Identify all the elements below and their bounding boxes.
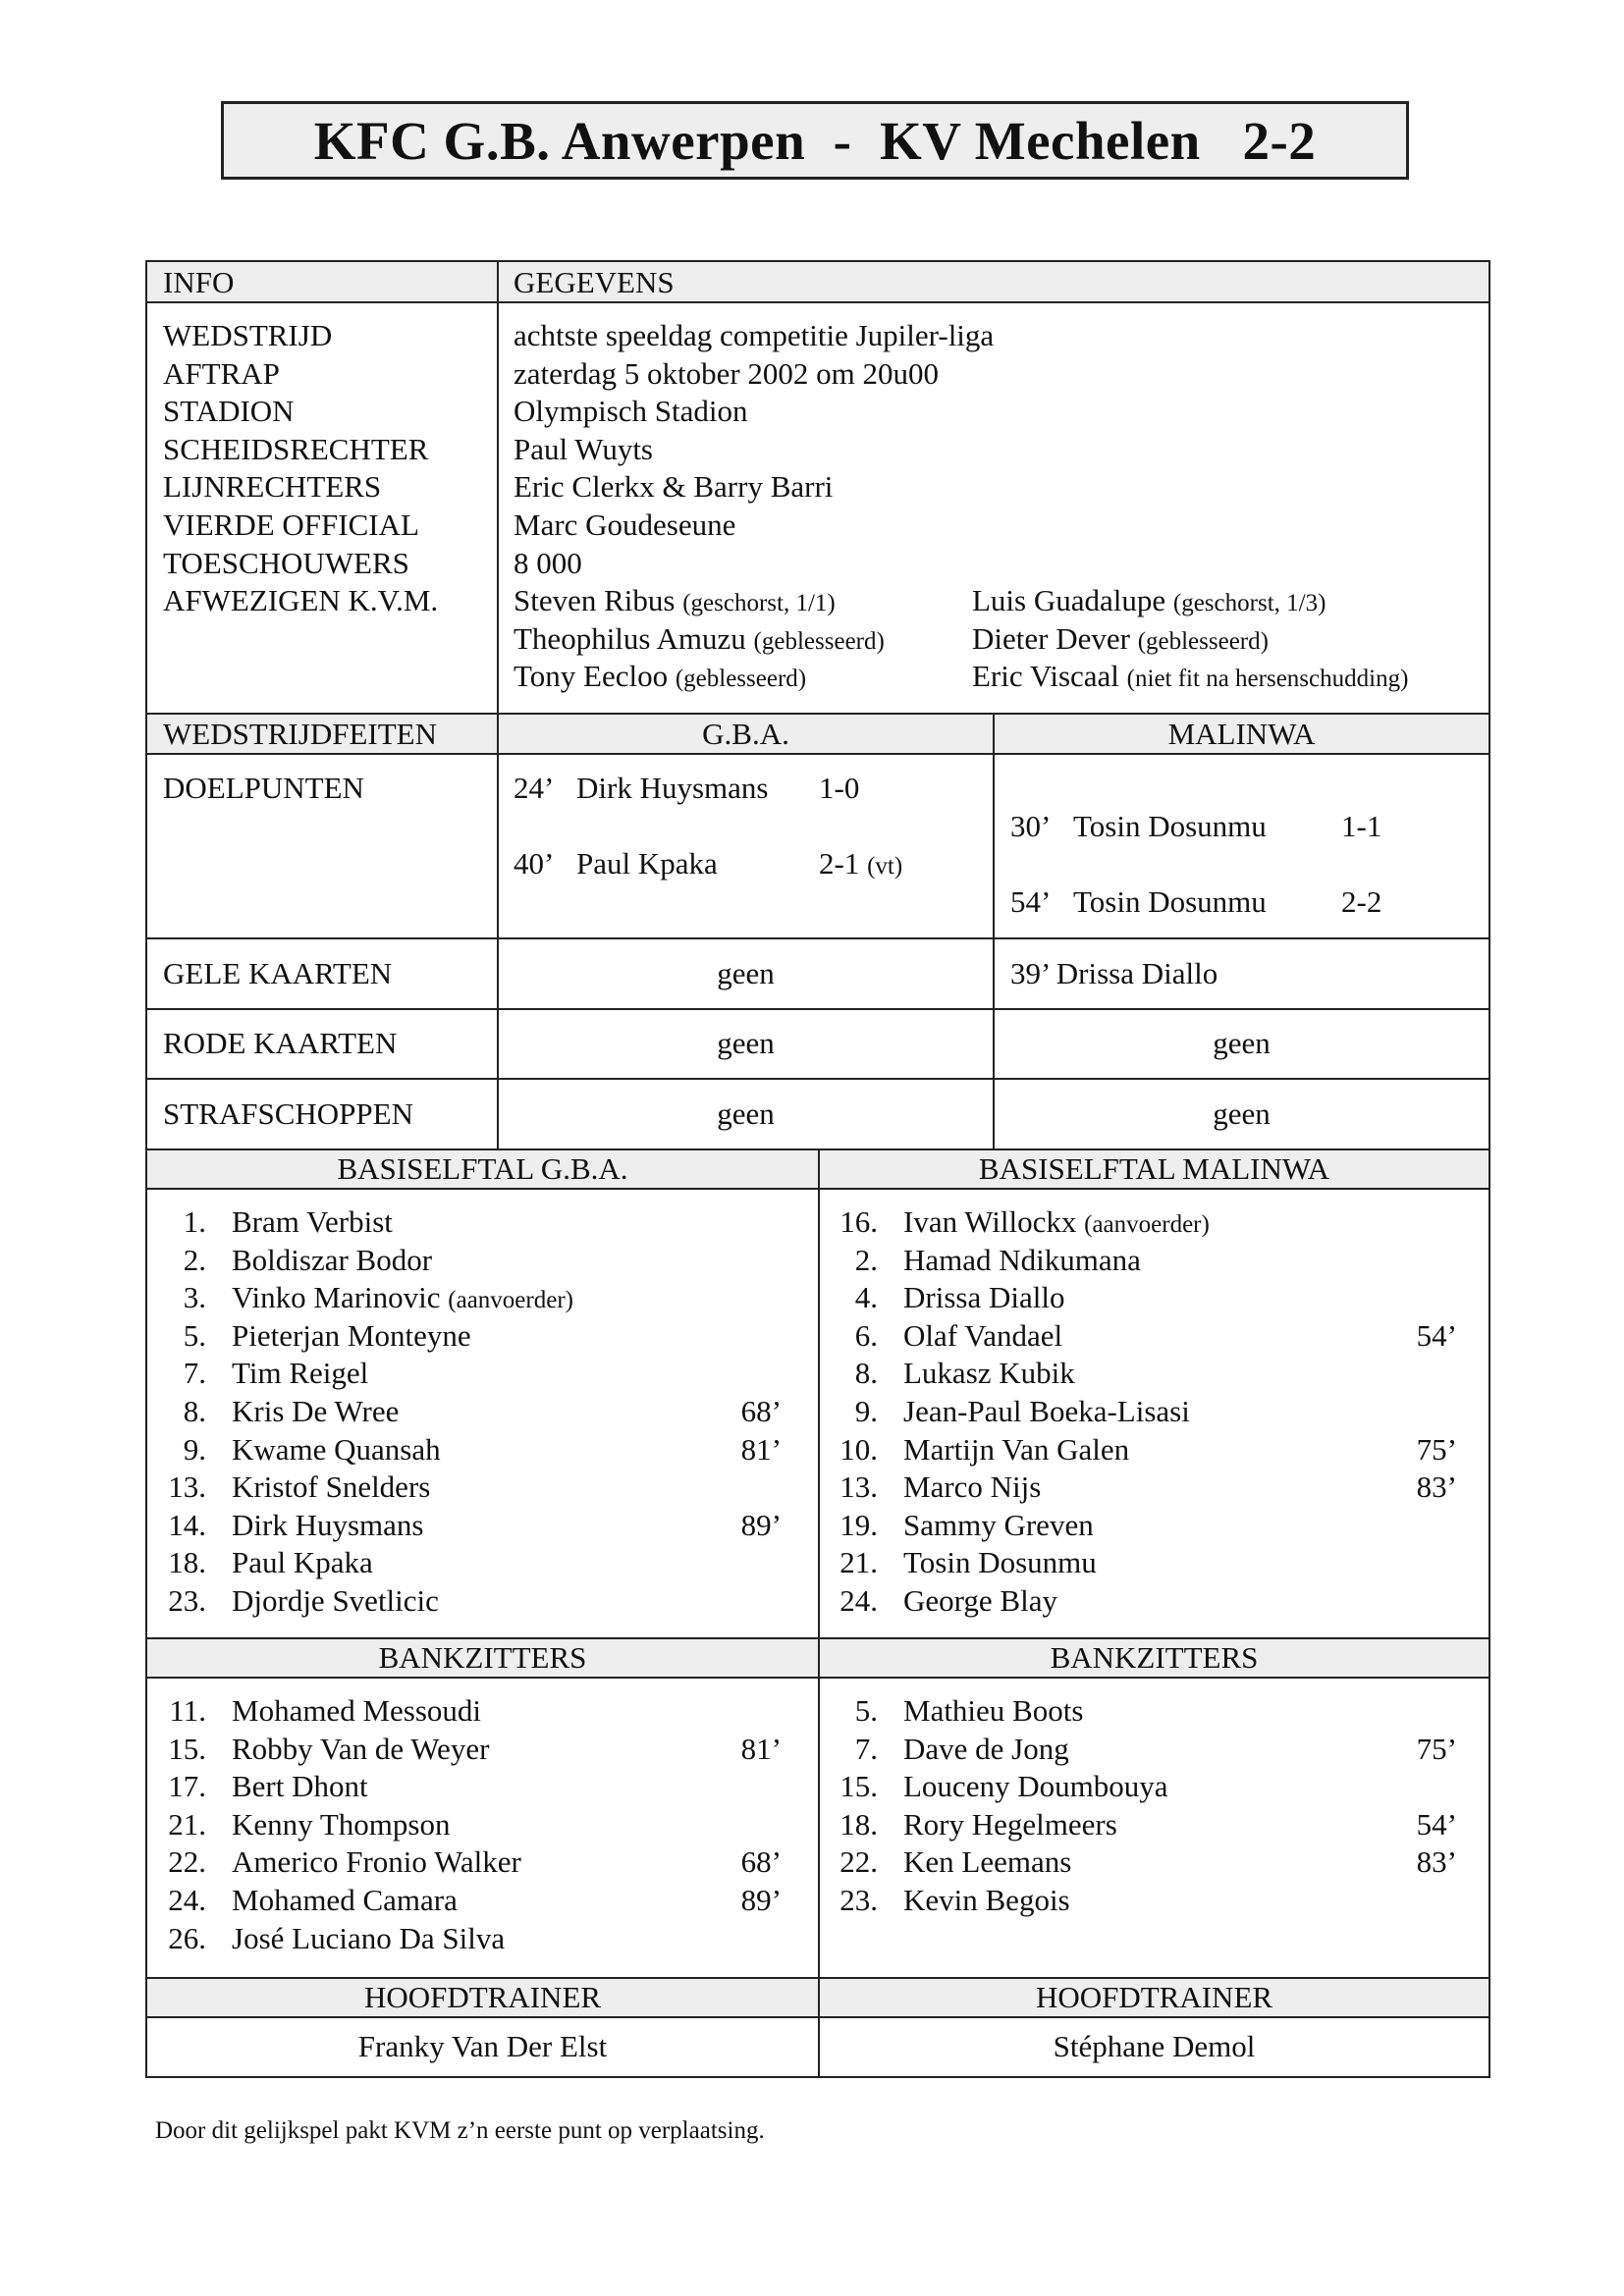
player-name: Bram Verbist bbox=[232, 1204, 393, 1239]
player-name: Olaf Vandael bbox=[903, 1317, 1063, 1353]
red-cards-away: geen bbox=[1213, 1026, 1271, 1060]
player-number: 17. bbox=[168, 1769, 206, 1804]
away-goal-score: 2-2 bbox=[1341, 884, 1382, 919]
info-value-wedstrijd: achtste speeldag competitie Jupiler-liga bbox=[514, 318, 995, 352]
player-name: Americo Fronio Walker bbox=[232, 1844, 521, 1880]
player-name: Kristof Snelders bbox=[232, 1469, 431, 1505]
away-goal-player: Tosin Dosunmu bbox=[1073, 884, 1267, 919]
player-number: 7. bbox=[854, 1731, 878, 1766]
home-goal-score: 2-1 (vt) bbox=[819, 846, 903, 881]
player-name: Martijn Van Galen bbox=[903, 1431, 1130, 1467]
player-name: Paul Kpaka bbox=[232, 1545, 373, 1580]
substitution-minute: 54’ bbox=[1416, 1806, 1457, 1842]
player-name: Hamad Ndikumana bbox=[903, 1242, 1141, 1277]
rule bbox=[147, 937, 1489, 939]
info-label-wedstrijd: WEDSTRIJD bbox=[163, 318, 333, 352]
info-label-scheidsrechter: SCHEIDSRECHTER bbox=[163, 431, 429, 466]
player-number: 2. bbox=[854, 1242, 878, 1277]
player-number: 13. bbox=[839, 1469, 878, 1505]
absent-player: Dieter Dever (geblesseerd) bbox=[972, 620, 1269, 656]
rule bbox=[147, 1008, 1489, 1010]
player-number: 21. bbox=[839, 1545, 878, 1580]
player-name: Ivan Willockx (aanvoerder) bbox=[903, 1204, 1210, 1239]
yellow-cards-label: GELE KAARTEN bbox=[163, 956, 393, 990]
player-number: 15. bbox=[168, 1731, 206, 1766]
away-goal-player: Tosin Dosunmu bbox=[1073, 809, 1267, 843]
goals-label: DOELPUNTEN bbox=[163, 771, 364, 805]
info-value-aftrap: zaterdag 5 oktober 2002 om 20u00 bbox=[514, 355, 940, 391]
player-name: Tim Reigel bbox=[232, 1356, 369, 1391]
player-number: 3. bbox=[183, 1280, 206, 1315]
player-name: Drissa Diallo bbox=[903, 1280, 1065, 1315]
info-label-vierde-official: VIERDE OFFICIAL bbox=[163, 507, 419, 542]
substitution-minute: 81’ bbox=[740, 1431, 782, 1467]
player-number: 9. bbox=[183, 1431, 206, 1467]
player-number: 24. bbox=[839, 1583, 878, 1618]
away-coach-name: Stéphane Demol bbox=[1053, 2029, 1256, 2063]
home-lineup-header: BASISELFTAL G.B.A. bbox=[337, 1151, 628, 1186]
substitution-minute: 89’ bbox=[740, 1507, 782, 1542]
player-name: George Blay bbox=[903, 1583, 1057, 1618]
player-name: Pieterjan Monteyne bbox=[232, 1317, 471, 1353]
player-number: 22. bbox=[168, 1844, 206, 1880]
player-number: 14. bbox=[168, 1507, 206, 1542]
player-name: Mohamed Messoudi bbox=[232, 1693, 482, 1728]
home-goal-player: Dirk Huysmans bbox=[576, 771, 769, 805]
player-name: Boldiszar Bodor bbox=[232, 1242, 433, 1277]
info-label-afwezigen: AFWEZIGEN K.V.M. bbox=[163, 583, 439, 618]
info-label-toeschouwers: TOESCHOUWERS bbox=[163, 545, 409, 580]
player-name: Ken Leemans bbox=[903, 1844, 1072, 1880]
away-goal-score: 1-1 bbox=[1341, 809, 1382, 843]
player-number: 11. bbox=[169, 1693, 206, 1728]
rule bbox=[147, 1078, 1489, 1080]
info-label-lijnrechters: LIJNRECHTERS bbox=[163, 469, 382, 505]
away-goal-minute: 30’ bbox=[1010, 809, 1052, 843]
absent-player: Steven Ribus (geschorst, 1/1) bbox=[514, 583, 836, 618]
player-number: 21. bbox=[168, 1806, 206, 1842]
substitution-minute: 68’ bbox=[740, 1394, 782, 1428]
info-value-lijnrechters: Eric Clerkx & Barry Barri bbox=[514, 469, 834, 505]
info-header-value: GEGEVENS bbox=[514, 265, 675, 299]
substitution-minute: 83’ bbox=[1416, 1469, 1457, 1505]
player-name: Jean-Paul Boeka-Lisasi bbox=[903, 1394, 1190, 1428]
player-number: 4. bbox=[854, 1280, 878, 1315]
divider bbox=[497, 262, 499, 1148]
rule bbox=[147, 301, 1489, 303]
player-number: 15. bbox=[839, 1769, 878, 1804]
player-name: Kevin Begois bbox=[903, 1883, 1070, 1917]
home-goal-score: 1-0 bbox=[819, 771, 860, 805]
info-label-aftrap: AFTRAP bbox=[163, 355, 280, 391]
home-goal-player: Paul Kpaka bbox=[576, 846, 718, 881]
player-name: Louceny Doumbouya bbox=[903, 1769, 1168, 1804]
home-coach-header: HOOFDTRAINER bbox=[363, 1980, 602, 2014]
info-header-band bbox=[147, 262, 1489, 302]
rule bbox=[147, 713, 1489, 715]
yellow-cards-away: 39’ Drissa Diallo bbox=[1010, 956, 1218, 990]
away-lineup-header: BASISELFTAL MALINWA bbox=[978, 1151, 1330, 1186]
player-number: 6. bbox=[854, 1317, 878, 1353]
facts-header-away: MALINWA bbox=[1167, 717, 1316, 751]
player-name: José Luciano Da Silva bbox=[232, 1920, 506, 1955]
substitution-minute: 89’ bbox=[740, 1883, 782, 1917]
absent-player: Theophilus Amuzu (geblesseerd) bbox=[514, 620, 885, 656]
player-number: 8. bbox=[854, 1356, 878, 1391]
away-goal-minute: 54’ bbox=[1010, 884, 1052, 919]
player-number: 2. bbox=[183, 1242, 206, 1277]
home-bench-header: BANKZITTERS bbox=[378, 1640, 587, 1675]
player-number: 10. bbox=[839, 1431, 878, 1467]
player-number: 22. bbox=[839, 1844, 878, 1880]
player-number: 23. bbox=[168, 1583, 206, 1618]
match-title-box bbox=[221, 101, 1409, 180]
info-value-stadion: Olympisch Stadion bbox=[514, 394, 748, 429]
substitution-minute: 83’ bbox=[1416, 1844, 1457, 1880]
home-goal-minute: 24’ bbox=[514, 771, 555, 805]
facts-header-label: WEDSTRIJDFEITEN bbox=[163, 717, 437, 751]
info-label-stadion: STADION bbox=[163, 394, 295, 429]
player-name: Robby Van de Weyer bbox=[232, 1731, 490, 1766]
penalties-home: geen bbox=[717, 1096, 775, 1131]
player-number: 5. bbox=[183, 1317, 206, 1353]
red-cards-home: geen bbox=[717, 1026, 775, 1060]
red-cards-label: RODE KAARTEN bbox=[163, 1026, 398, 1060]
away-bench-header: BANKZITTERS bbox=[1050, 1640, 1259, 1675]
player-name: Lukasz Kubik bbox=[903, 1356, 1075, 1391]
player-name: Mathieu Boots bbox=[903, 1693, 1084, 1728]
player-number: 26. bbox=[168, 1920, 206, 1955]
facts-header-home: G.B.A. bbox=[702, 717, 789, 751]
substitution-minute: 75’ bbox=[1416, 1431, 1457, 1467]
player-name: Kwame Quansah bbox=[232, 1431, 441, 1467]
player-name: Dirk Huysmans bbox=[232, 1507, 424, 1542]
player-name: Marco Nijs bbox=[903, 1469, 1042, 1505]
substitution-minute: 81’ bbox=[740, 1731, 782, 1766]
player-name: Dave de Jong bbox=[903, 1731, 1069, 1766]
player-number: 5. bbox=[854, 1693, 878, 1728]
divider bbox=[993, 713, 995, 1148]
player-number: 24. bbox=[168, 1883, 206, 1917]
info-header-label: INFO bbox=[163, 265, 235, 299]
player-number: 18. bbox=[168, 1545, 206, 1580]
substitution-minute: 75’ bbox=[1416, 1731, 1457, 1766]
player-number: 16. bbox=[839, 1204, 878, 1239]
player-number: 13. bbox=[168, 1469, 206, 1505]
player-number: 19. bbox=[839, 1507, 878, 1542]
player-name: Djordje Svetlicic bbox=[232, 1583, 439, 1618]
absent-player: Eric Viscaal (niet fit na hersenschudding) bbox=[972, 659, 1409, 694]
player-name: Bert Dhont bbox=[232, 1769, 368, 1804]
player-name: Sammy Greven bbox=[903, 1507, 1094, 1542]
player-name: Kenny Thompson bbox=[232, 1806, 451, 1842]
match-title: KFC G.B. Anwerpen - KV Mechelen 2-2 bbox=[313, 110, 1317, 171]
absent-player: Luis Guadalupe (geschorst, 1/3) bbox=[972, 583, 1326, 618]
player-number: 18. bbox=[839, 1806, 878, 1842]
info-value-scheidsrechter: Paul Wuyts bbox=[514, 431, 653, 466]
player-name: Tosin Dosunmu bbox=[903, 1545, 1097, 1580]
info-value-toeschouwers: 8 000 bbox=[514, 545, 582, 580]
yellow-cards-home: geen bbox=[717, 956, 775, 990]
penalties-label: STRAFSCHOPPEN bbox=[163, 1096, 413, 1131]
home-coach-name: Franky Van Der Elst bbox=[357, 2029, 608, 2063]
match-sheet-table bbox=[145, 260, 1490, 2078]
info-value-vierde-official: Marc Goudeseune bbox=[514, 507, 736, 542]
player-name: Mohamed Camara bbox=[232, 1883, 458, 1917]
penalties-away: geen bbox=[1213, 1096, 1271, 1131]
player-number: 9. bbox=[854, 1394, 878, 1428]
player-name: Kris De Wree bbox=[232, 1394, 400, 1428]
player-number: 1. bbox=[183, 1204, 206, 1239]
player-number: 23. bbox=[839, 1883, 878, 1917]
away-coach-header: HOOFDTRAINER bbox=[1035, 1980, 1273, 2014]
player-number: 8. bbox=[183, 1394, 206, 1428]
player-name: Vinko Marinovic (aanvoerder) bbox=[232, 1280, 573, 1315]
absent-player: Tony Eecloo (geblesseerd) bbox=[514, 659, 807, 694]
home-goal-minute: 40’ bbox=[514, 846, 555, 881]
player-number: 7. bbox=[183, 1356, 206, 1391]
substitution-minute: 68’ bbox=[740, 1844, 782, 1880]
substitution-minute: 54’ bbox=[1416, 1317, 1457, 1353]
footnote: Door dit gelijkspel pakt KVM z’n eerste punt op verplaatsing. bbox=[155, 2117, 765, 2144]
player-name: Rory Hegelmeers bbox=[903, 1806, 1117, 1842]
